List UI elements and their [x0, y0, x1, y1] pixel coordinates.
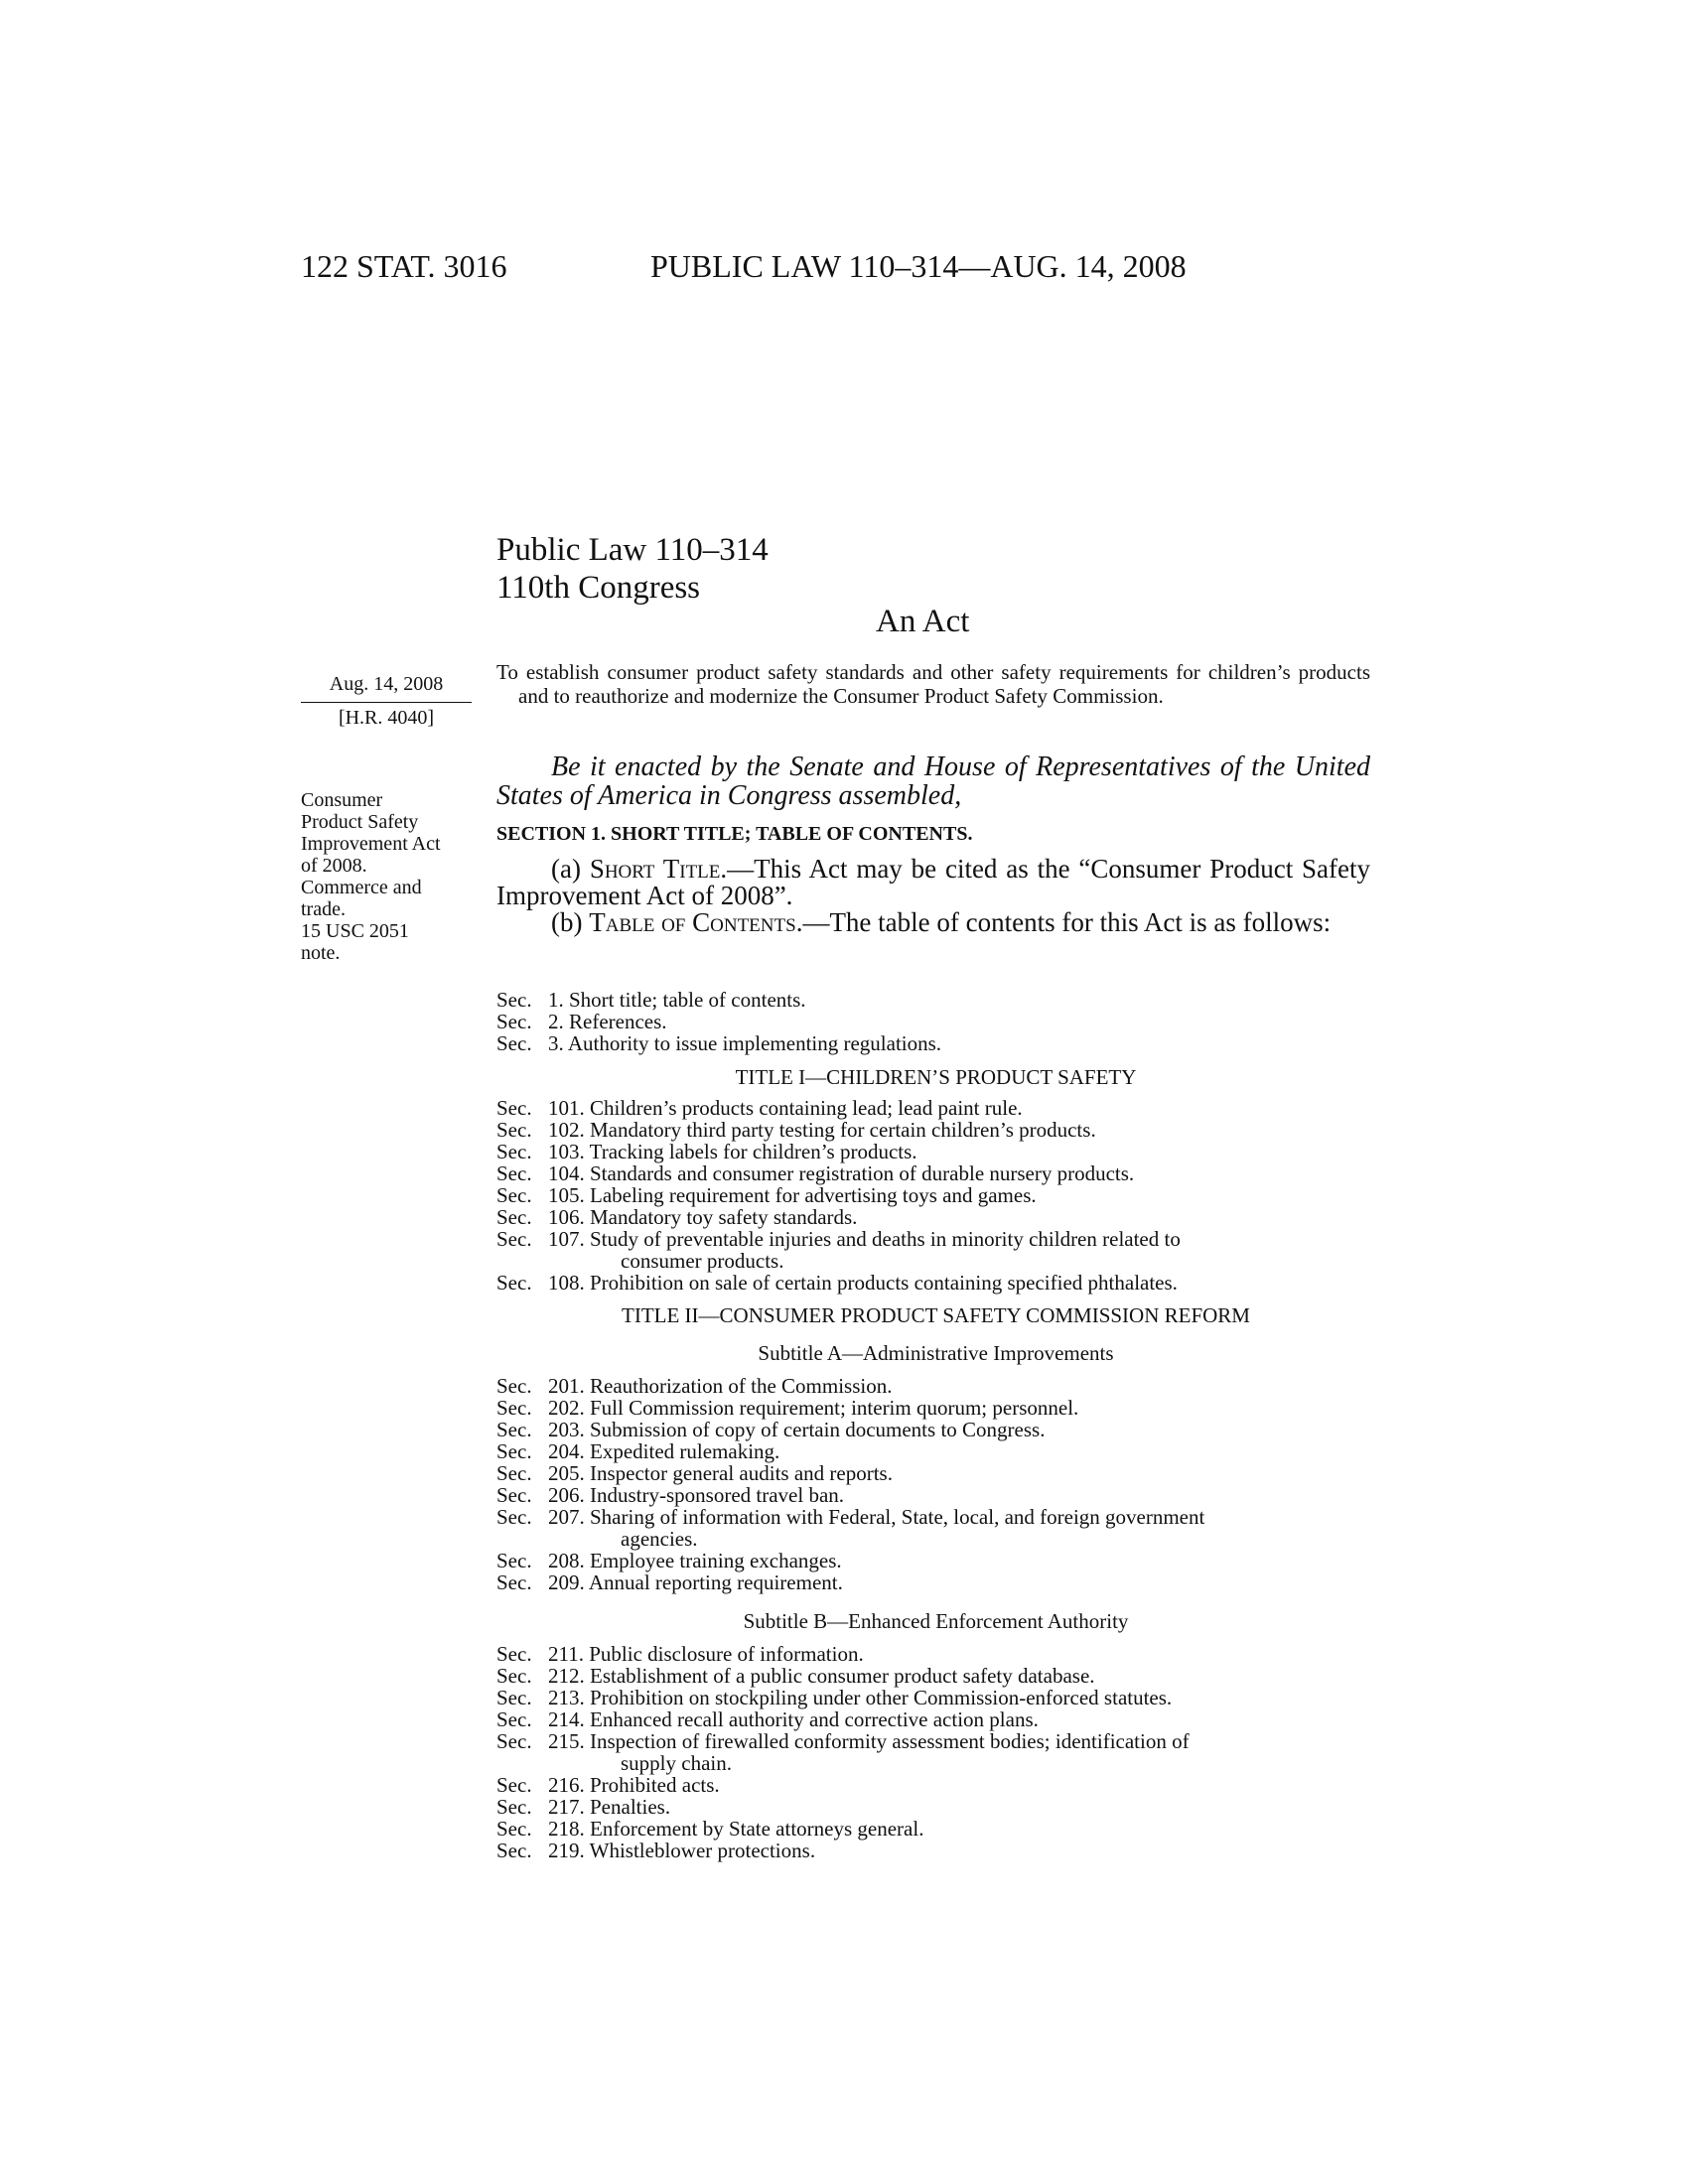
toc-entry-number: 202.	[548, 1396, 585, 1420]
toc-entry-text	[548, 1818, 1320, 1840]
toc-entry-text	[548, 1141, 1320, 1162]
toc-sec-label: Sec.	[496, 1183, 532, 1207]
toc-sec-label: Sec.	[496, 1483, 532, 1507]
toc-entry-title: Labeling requirement for advertising toys and games.	[590, 1183, 1037, 1207]
margin-note-line: Consumer	[301, 789, 383, 811]
margin-note-line: of 2008.	[301, 855, 367, 877]
toc-entry-text	[548, 1419, 1320, 1440]
toc-subtitle-heading: Subtitle B—Enhanced Enforcement Authority	[743, 1609, 1129, 1633]
toc-entry-text	[548, 1774, 1320, 1796]
toc-sec-label: Sec.	[496, 1505, 532, 1529]
toc-entry	[496, 1119, 1375, 1141]
subsection-heading: Short Title	[589, 854, 721, 884]
toc-entry-number: 104.	[548, 1161, 585, 1185]
toc-entry	[496, 1571, 1375, 1593]
toc-sec-label: Sec.	[496, 1664, 532, 1688]
toc-entry-text	[548, 1796, 1320, 1818]
law-number: Public Law 110–314	[496, 532, 769, 568]
toc-entry-title: Enforcement by State attorneys general.	[590, 1817, 924, 1841]
toc-entry	[496, 1665, 1375, 1687]
toc-entry	[496, 1228, 1375, 1272]
margin-note-line: note.	[301, 942, 341, 964]
toc-entry-number: 107.	[548, 1227, 585, 1251]
toc-entry	[496, 1141, 1375, 1162]
toc-entry-title: Sharing of information with Federal, State, local, and foreign government	[590, 1505, 1205, 1529]
toc-entry-text	[548, 1097, 1320, 1119]
toc-entry-text	[548, 989, 1320, 1011]
enacting-clause	[496, 752, 1370, 810]
toc-sec-label: Sec.	[496, 1118, 532, 1142]
toc-entry-title: Tracking labels for children’s products.	[589, 1140, 917, 1163]
enacting-text: Be it enacted by the Senate and House of Representatives of the United States of America in Congress assembled,	[496, 751, 1370, 811]
toc-entry-number: 209.	[548, 1570, 585, 1594]
toc-sec-label: Sec.	[496, 1010, 532, 1033]
toc-entry-text	[548, 1730, 1375, 1774]
subsection-short-title	[496, 856, 1370, 909]
toc-entry-text	[548, 1643, 1320, 1665]
toc-entry	[496, 1774, 1375, 1796]
toc-entry-title: Establishment of a public consumer product safety database.	[590, 1664, 1095, 1688]
margin-divider	[301, 702, 472, 703]
toc-entry	[496, 1272, 1375, 1294]
toc-entry	[496, 1796, 1375, 1818]
toc-entry-number: 108.	[548, 1271, 585, 1295]
margin-note-line: trade.	[301, 898, 346, 920]
toc-subtitle-heading: Subtitle A—Administrative Improvements	[758, 1341, 1114, 1365]
toc-entry-number: 204.	[548, 1439, 585, 1463]
toc-sec-label: Sec.	[496, 1418, 532, 1441]
toc-entry-text	[548, 1506, 1375, 1550]
toc-entry-number: 205.	[548, 1461, 585, 1485]
toc-entry-number: 213.	[548, 1686, 585, 1709]
toc-sec-label: Sec.	[496, 1439, 532, 1463]
toc-sec-label: Sec.	[496, 1271, 532, 1295]
toc-entry	[496, 1011, 1375, 1032]
toc-entry-number: 206.	[548, 1483, 585, 1507]
toc-entry-number: 102.	[548, 1118, 585, 1142]
toc-entry-number: 217.	[548, 1795, 585, 1819]
toc-entry-title: Study of preventable injuries and deaths in minority children related to	[590, 1227, 1181, 1251]
toc-entry-title: Prohibition on stockpiling under other Commission-enforced statutes.	[590, 1686, 1173, 1709]
toc-entry	[496, 989, 1375, 1011]
toc-entry-text	[548, 1665, 1320, 1687]
toc-entry	[496, 1462, 1375, 1484]
toc-entry-title: Authority to issue implementing regulations.	[567, 1031, 942, 1055]
toc-entry-title: Children’s products containing lead; lead paint rule.	[590, 1096, 1023, 1120]
toc-entry	[496, 1550, 1375, 1571]
toc-entry-title: Full Commission requirement; interim quorum; personnel.	[590, 1396, 1079, 1420]
toc-sec-label: Sec.	[496, 1729, 532, 1753]
toc-entry-text	[548, 1011, 1320, 1032]
act-heading: An Act	[876, 604, 970, 639]
toc-entry-title: Industry-sponsored travel ban.	[590, 1483, 845, 1507]
toc-entry-continuation: supply chain.	[621, 1751, 732, 1775]
toc-entry	[496, 1506, 1375, 1550]
toc-entry-number: 201.	[548, 1374, 585, 1398]
toc-entry-number: 212.	[548, 1664, 585, 1688]
subsection-text: .—The table of contents for this Act is as follows:	[795, 907, 1332, 937]
toc-sec-label: Sec.	[496, 1205, 532, 1229]
toc-entry-number: 208.	[548, 1549, 585, 1572]
toc-entry	[496, 1419, 1375, 1440]
toc-entry-text	[548, 1687, 1320, 1708]
toc-sec-label: Sec.	[496, 1140, 532, 1163]
toc-entry-number: 101.	[548, 1096, 585, 1120]
subsection-label: (a)	[551, 854, 590, 884]
subsection-text: .—This Act may be cited as the “Consumer Product Safety Improvement Act of 2008”.	[496, 854, 1371, 910]
toc-sec-label: Sec.	[496, 988, 532, 1012]
toc-entry-number: 203.	[548, 1418, 585, 1441]
subsection-heading: Table of Contents	[589, 907, 796, 937]
margin-note-line: Commerce and	[301, 877, 422, 898]
margin-note-line: Improvement Act	[301, 833, 441, 855]
toc-entry-text	[548, 1206, 1320, 1228]
toc-entry-title: Reauthorization of the Commission.	[590, 1374, 893, 1398]
toc-entry-text	[548, 1571, 1320, 1593]
toc-entry-number: 218.	[548, 1817, 585, 1841]
margin-date: Aug. 14, 2008	[329, 673, 444, 695]
toc-sec-label: Sec.	[496, 1817, 532, 1841]
toc-entry-number: 214.	[548, 1707, 585, 1731]
margin-note-line: Product Safety	[301, 811, 419, 833]
toc-entry-number: 216.	[548, 1773, 585, 1797]
toc-entry-title: Prohibited acts.	[590, 1773, 720, 1797]
toc-sec-label: Sec.	[496, 1570, 532, 1594]
page-stat-number: 122 STAT. 3016	[301, 248, 507, 284]
toc-entry-text	[548, 1032, 1320, 1054]
margin-bill-number: [H.R. 4040]	[338, 707, 435, 729]
toc-entry-title: Submission of copy of certain documents to Congress.	[590, 1418, 1046, 1441]
toc-entry	[496, 1818, 1375, 1840]
toc-entry	[496, 1840, 1375, 1861]
toc-entry-text	[548, 1119, 1320, 1141]
toc-entry-number: 3.	[548, 1031, 564, 1055]
toc-entry-title: Penalties.	[590, 1795, 671, 1819]
margin-notes	[301, 789, 441, 964]
toc-entry-title: Inspector general audits and reports.	[590, 1461, 893, 1485]
toc-entry	[496, 1162, 1375, 1184]
toc-entry-text	[548, 1162, 1320, 1184]
toc-entry	[496, 1730, 1375, 1774]
toc-entry-continuation: consumer products.	[621, 1249, 784, 1273]
toc-sec-label: Sec.	[496, 1839, 532, 1862]
toc-entry-number: 1.	[548, 988, 564, 1012]
toc-entry-text	[548, 1840, 1320, 1861]
purpose-text: To establish consumer product safety standards and other safety requirements for children’s products and to reauthorize and modernize the Consumer Product Safety Commission.	[496, 660, 1370, 708]
toc-entry-title: Whistleblower protections.	[589, 1839, 816, 1862]
toc-entry	[496, 1484, 1375, 1506]
toc-sec-label: Sec.	[496, 1642, 532, 1666]
toc-entry-title: Public disclosure of information.	[589, 1642, 864, 1666]
section-heading: SECTION 1. SHORT TITLE; TABLE OF CONTENTS.	[496, 823, 973, 845]
toc-entry-continuation: agencies.	[621, 1527, 698, 1551]
toc-entry-title: Standards and consumer registration of durable nursery products.	[590, 1161, 1135, 1185]
act-purpose	[496, 660, 1370, 708]
toc-entry	[496, 1440, 1375, 1462]
toc-entry-title: Short title; table of contents.	[569, 988, 806, 1012]
toc-entry-number: 211.	[548, 1642, 584, 1666]
toc-sec-label: Sec.	[496, 1773, 532, 1797]
toc-sec-label: Sec.	[496, 1707, 532, 1731]
law-title-block	[496, 531, 769, 607]
toc-entry-text	[548, 1484, 1320, 1506]
toc-entry-text	[548, 1184, 1320, 1206]
toc-entry-number: 103.	[548, 1140, 585, 1163]
toc-sec-label: Sec.	[496, 1161, 532, 1185]
toc-entry-title: Expedited rulemaking.	[590, 1439, 780, 1463]
toc-entry-text	[548, 1397, 1320, 1419]
toc-sec-label: Sec.	[496, 1031, 532, 1055]
margin-note-line: 15 USC 2051	[301, 920, 409, 942]
toc-entry-text	[548, 1440, 1320, 1462]
toc-entry-title: Mandatory third party testing for certain children’s products.	[590, 1118, 1096, 1142]
toc-entry	[496, 1032, 1375, 1054]
toc-entry	[496, 1708, 1375, 1730]
toc-sec-label: Sec.	[496, 1686, 532, 1709]
toc-entry	[496, 1687, 1375, 1708]
congress-number: 110th Congress	[496, 570, 701, 606]
toc-entry	[496, 1643, 1375, 1665]
toc-entry-title: References.	[569, 1010, 667, 1033]
toc-sec-label: Sec.	[496, 1549, 532, 1572]
toc-entry-number: 215.	[548, 1729, 585, 1753]
toc-entry-number: 106.	[548, 1205, 585, 1229]
toc-entry-title: Employee training exchanges.	[590, 1549, 842, 1572]
toc-entry-number: 105.	[548, 1183, 585, 1207]
toc-entry-title: Inspection of firewalled conformity assessment bodies; identification of	[590, 1729, 1190, 1753]
toc-sec-label: Sec.	[496, 1461, 532, 1485]
toc-entry-title: Annual reporting requirement.	[588, 1570, 843, 1594]
toc-entry	[496, 1206, 1375, 1228]
toc-entry	[496, 1184, 1375, 1206]
toc-entry-text	[548, 1550, 1320, 1571]
toc-entry	[496, 1375, 1375, 1397]
toc-entry-text	[548, 1375, 1320, 1397]
subsection-label: (b)	[551, 907, 590, 937]
toc-entry-number: 207.	[548, 1505, 585, 1529]
toc-entry-text	[548, 1462, 1320, 1484]
toc-entry-number: 2.	[548, 1010, 564, 1033]
toc-sec-label: Sec.	[496, 1396, 532, 1420]
toc-entry-text	[548, 1708, 1320, 1730]
toc-sec-label: Sec.	[496, 1374, 532, 1398]
toc-entry	[496, 1397, 1375, 1419]
toc-entry-title: Prohibition on sale of certain products containing specified phthalates.	[590, 1271, 1178, 1295]
toc-title-heading: TITLE I—CHILDREN’S PRODUCT SAFETY	[735, 1065, 1137, 1089]
toc-sec-label: Sec.	[496, 1795, 532, 1819]
running-title: PUBLIC LAW 110–314—AUG. 14, 2008	[650, 248, 1187, 284]
toc-entry-text	[548, 1228, 1375, 1272]
toc-entry-title: Enhanced recall authority and corrective action plans.	[590, 1707, 1039, 1731]
toc-sec-label: Sec.	[496, 1227, 532, 1251]
toc-entry-text	[548, 1272, 1320, 1294]
subsection-table-of-contents	[496, 909, 1370, 936]
toc-sec-label: Sec.	[496, 1096, 532, 1120]
toc-title-heading: TITLE II—CONSUMER PRODUCT SAFETY COMMISSION REFORM	[622, 1303, 1250, 1327]
toc-entry-title: Mandatory toy safety standards.	[590, 1205, 858, 1229]
toc-entry-number: 219.	[548, 1839, 585, 1862]
toc-entry	[496, 1097, 1375, 1119]
